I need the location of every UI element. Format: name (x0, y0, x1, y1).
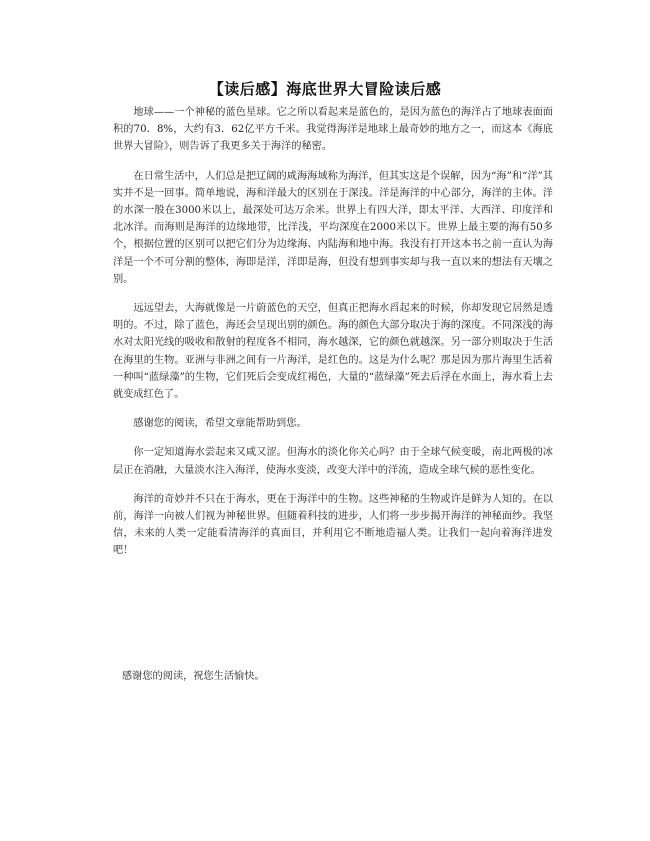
paragraph-sea-vs-ocean: 在日常生活中，人们总是把辽阔的咸海海域称为海洋，但其实这是个误解，因为“海”和“洋”其实并不是一回事。简单地说，海和洋最大的区别在于深浅。洋是海洋的中心部分，海洋的主体。洋的水深一般在3000米以上，最深处可达万余米。世界上有四大洋，即太平洋、大西洋、印度洋和北冰洋。而海则是海洋的边缘地带，比洋浅，平均深度在2000米以下。世界上最主要的海有50多个，根据位置的区别可以把它们分为边缘海、内陆海和地中海。我没有打开这本书之前一直认为海洋是一个不可分割的整体，海即是洋，洋即是海，但没有想到事实却与我一直以来的想法有天壤之别。 (113, 170, 553, 285)
closing-line: 感谢您的阅读，祝您生活愉快。 (122, 671, 265, 682)
paragraph-intro: 地球——一个神秘的蓝色星球。它之所以看起来是蓝色的，是因为蓝色的海洋占了地球表面面积的70．8%，大约有3．62亿平方千米。我觉得海洋是地球上最奇妙的地方之一，而这本《海底世界大冒险》，则告诉了我更多关于海洋的秘密。 (113, 107, 553, 153)
paragraph-sea-color: 远远望去，大海就像是一片蔚蓝色的天空，但真正把海水舀起来的时候，你却发现它居然是透明的。不过，除了蓝色，海还会呈现出别的颜色。海的颜色大部分取决于海的深度。不同深浅的海水对太阳光线的吸收和散射的程度各不相同，海水越深，它的颜色就越深。另一部分则取决于生活在海里的生物。亚洲与非洲之间有一片海洋，是红色的。这是为什么呢？那是因为那片海里生活着一种叫“蓝绿藻”的生物，它们死后会变成红褐色，大量的“蓝绿藻”死去后浮在水面上，海水看上去就变成红色了。 (113, 303, 553, 401)
paragraph-conclusion: 海洋的奇妙并不只在于海水，更在于海洋中的生物。这些神秘的生物或许是鲜为人知的。在以前，海洋一向被人们视为神秘世界。但随着科技的进步，人们将一步步揭开海洋的神秘面纱。我坚信，未来的人类一定能看清海洋的真面目，并利用它不断地造福人类。让我们一起向着海洋进发吧！ (113, 493, 553, 557)
document-title: 【读后感】海底世界大冒险读后感 (208, 80, 442, 98)
document-body (113, 104, 553, 572)
paragraph-thanks: 感谢您的阅读，希望文章能帮助到您。 (133, 418, 307, 430)
paragraph-desalination: 你一定知道海水尝起来又咸又涩。但海水的淡化你关心吗？由于全球气候变暖，南北两极的冰层正在消融，大量淡水注入海洋，使海水变淡，改变大洋中的洋流，造成全球气候的恶性变化。 (113, 447, 553, 476)
